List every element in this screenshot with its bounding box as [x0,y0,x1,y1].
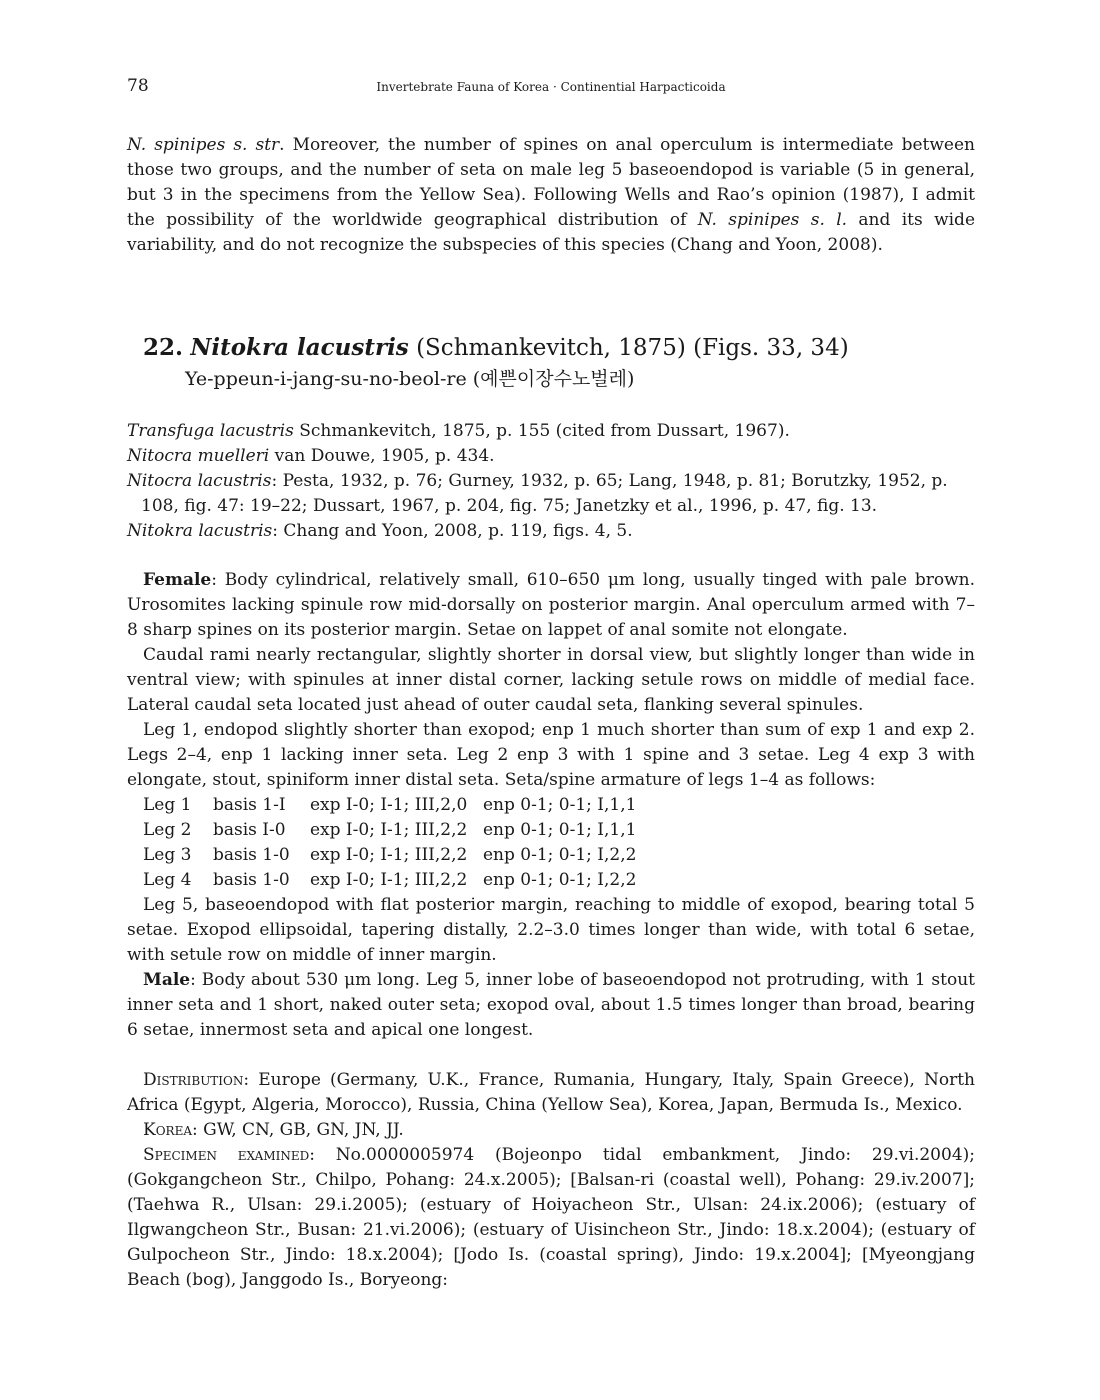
synonym-entry [127,419,975,444]
endopod-cell: enp 0-1; 0-1; I,2,2 [483,845,637,865]
synonym-entry [127,469,975,519]
running-title: Invertebrate Fauna of Korea · Continential Harpacticoida [376,80,726,94]
table-row [143,843,636,868]
synonym-ref: : Chang and Yoon, 2008, p. 119, figs. 4, 5. [272,521,633,541]
synonym-entry [127,444,975,469]
distribution-section [127,1068,975,1293]
synonym-ref: Schmankevitch, 1875, p. 155 (cited from Dussart, 1967). [293,421,790,441]
specimen-text: : No.0000005974 (Bojeonpo tidal embankment, Jindo: 29.vi.2004); (Gokgangcheon Str., Chilpo, Pohang: 24.x.2005); [Balsan-ri (coastal well), Pohang: 29.iv.2007]; (Taehwa R., Ulsan: 29.i.2005); (estuary of Hoiyacheon Str., Ulsan: 24.ix.2006); (estuary of Ilgwangcheon Str., Busan: 21.vi.2006); (estuary of Uisincheon Str., Jindo: 18.x.2004); (estuary of Gulpocheon Str., Jindo: 18.x.2004); [Jodo Is. (coastal spring), Jindo: 19.x.2004]; [Myeongjang Beach (bog), Janggodo Is., Boryeong: [127,1145,975,1290]
leg-cell: Leg 3 [143,845,192,865]
exopod-cell: exp I-0; I-1; III,2,2 [310,870,468,890]
leg-cell: Leg 1 [143,795,192,815]
synonym-name: Nitocra muelleri [127,446,270,466]
synonymy-list [127,419,975,544]
table-row [143,818,636,843]
species-heading [143,333,973,392]
male-label: Male [143,970,191,990]
distribution-label: Distribution [143,1070,244,1090]
leg5-paragraph: Leg 5, baseoendopod with flat posterior margin, reaching to middle of exopod, bearing total 5 setae. Exopod ellipsoidal, tapering distally, 2.2–3.0 times longer than wide, with total 6 setae, with setule row on middle of inner margin. [127,895,975,965]
table-row [143,868,636,893]
description-section [127,568,975,1043]
armature-table [143,793,636,893]
specimen-label: Specimen examined [143,1145,310,1165]
korea-text: : GW, CN, GB, GN, JN, JJ. [192,1120,404,1140]
synonym-ref: van Douwe, 1905, p. 434. [269,446,495,466]
basis-cell: basis 1-I [213,795,286,815]
distribution-text: : Europe (Germany, U.K., France, Rumania, Hungary, Italy, Spain Greece), North Africa (Egypt, Algeria, Morocco), Russia, China (Yellow Sea), Korea, Japan, Bermuda Is., Mexico. [127,1070,975,1115]
page-header [127,76,975,96]
female-text: : Body cylindrical, relatively small, 610–650 μm long, usually tinged with pale brown. Urosomites lacking spinule row mid-dorsally on posterior margin. Anal operculum armed with 7–8 sharp spines on its posterior margin. Setae on lappet of anal somite not elongate. [127,570,975,640]
leg-cell: Leg 2 [143,820,192,840]
endopod-cell: enp 0-1; 0-1; I,2,2 [483,870,637,890]
korea-label: Korea [143,1120,192,1140]
intro-taxon-2: N. spinipes s. l. [697,210,848,230]
synonym-ref: : Pesta, 1932, p. 76; Gurney, 1932, p. 65; Lang, 1948, p. 81; Borutzky, 1952, p. 108, fig. 47: 19–22; Dussart, 1967, p. 204, fig. 75; Janetzky et al., 1996, p. 47, fig. 13. [141,471,948,516]
female-label: Female [143,570,212,590]
basis-cell: basis 1-0 [213,870,290,890]
caudal-paragraph: Caudal rami nearly rectangular, slightly shorter in dorsal view, but slightly longer than wide in ventral view; with spinules at inner distal corner, lacking setule rows on middle of medial face. Lateral caudal seta located just ahead of outer caudal seta, flanking several spinules. [127,645,975,715]
male-text: : Body about 530 μm long. Leg 5, inner lobe of baseoendopod not protruding, with 1 stout inner seta and 1 short, naked outer seta; exopod oval, about 1.5 times longer than broad, bearing 6 setae, innermost seta and apical one longest. [127,970,975,1040]
species-number: 22. [143,334,184,361]
specimen-paragraph [127,1143,975,1293]
distribution-paragraph [127,1068,975,1118]
leg-paragraph: Leg 1, endopod slightly shorter than exopod; enp 1 much shorter than sum of exp 1 and exp 2. Legs 2–4, enp 1 lacking inner seta. Leg 2 enp 3 with 1 spine and 3 setae. Leg 4 exp 3 with elongate, stout, spiniform inner distal seta. Seta/spine armature of legs 1–4 as follows: [127,720,975,790]
leg-cell: Leg 4 [143,870,192,890]
exopod-cell: exp I-0; I-1; III,2,2 [310,845,468,865]
intro-taxon-1: N. spinipes s. str [127,135,280,155]
intro-text-2: and its wide variability, and do not recognize the subspecies of this species (Chang and Yoon, 2008). [127,210,976,255]
male-paragraph [127,968,975,1043]
korean-name: Ye-ppeun-i-jang-su-no-beol-re (예쁜이장수노벌레) [185,368,635,390]
exopod-cell: exp I-0; I-1; III,2,2 [310,820,468,840]
species-title [143,333,973,363]
synonym-name: Nitokra lacustris [127,521,273,541]
species-name: Nitokra lacustris [190,334,409,361]
synonym-name: Nitocra lacustris [127,471,272,491]
species-authority: (Schmankevitch, 1875) (Figs. 33, 34) [408,335,849,361]
table-row [143,793,636,818]
korea-paragraph [127,1118,975,1143]
intro-paragraph [127,133,975,258]
endopod-cell: enp 0-1; 0-1; I,1,1 [483,795,637,815]
female-paragraph [127,568,975,643]
basis-cell: basis I-0 [213,820,286,840]
endopod-cell: enp 0-1; 0-1; I,1,1 [483,820,637,840]
exopod-cell: exp I-0; I-1; III,2,0 [310,795,468,815]
page-number: 78 [127,76,149,96]
basis-cell: basis 1-0 [213,845,290,865]
synonym-entry [127,519,975,544]
intro-text-1: . Moreover, the number of spines on anal operculum is intermediate between those two groups, and the number of seta on male leg 5 baseoendopod is variable (5 in general, but 3 in the specimens from the Yellow Sea). Following Wells and Rao’s opinion (1987), I admit the possibility of the worldwide geographical distribution of [127,135,975,230]
synonym-name: Transfuga lacustris [127,421,294,441]
